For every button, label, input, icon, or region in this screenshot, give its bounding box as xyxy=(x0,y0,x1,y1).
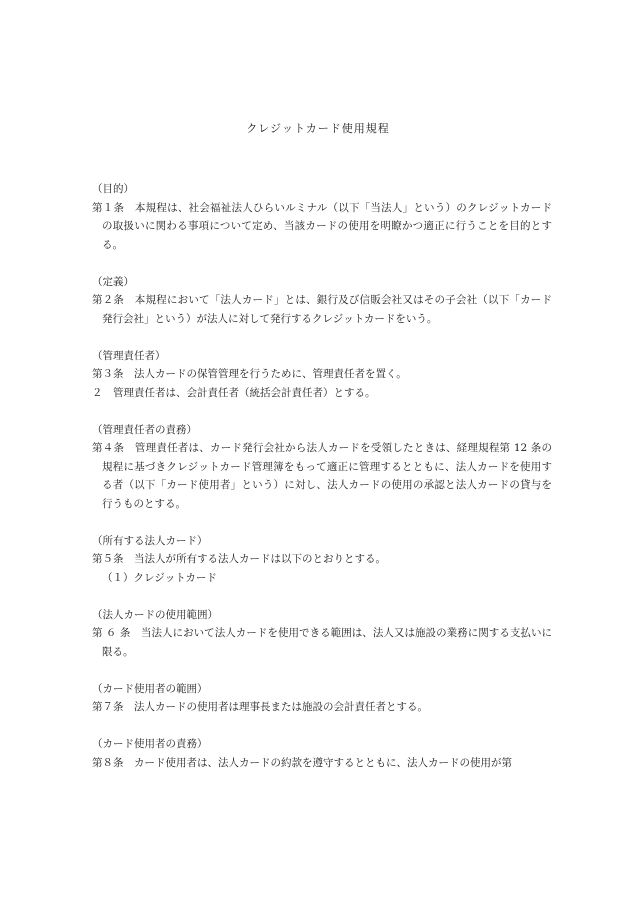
section-owned-cards xyxy=(92,532,552,588)
section-heading: （管理責任者） xyxy=(92,349,166,362)
article-5: 第５条 当法人が所有する法人カードは以下のとおりとする。 xyxy=(92,553,386,565)
section-heading: （カード使用者の範囲） xyxy=(92,682,208,695)
document-body xyxy=(92,180,552,791)
section-heading: （カード使用者の責務） xyxy=(92,738,208,750)
section-heading: （法人カードの使用範囲） xyxy=(92,608,218,621)
article-4: 第４条 管理責任者は、カード発行会社から法人カードを受領したときは、経理規程第 12 条の規程に基づきクレジットカード管理簿をもって適正に管理するとともに、法人カードを使用する者（以下「カード使用者」という）に対し、法人カードの使用の承認と法人カードの貸与を行うものとする。 xyxy=(92,442,552,510)
section-manager-duties xyxy=(92,421,552,514)
section-heading: （管理責任者の責務） xyxy=(92,423,197,436)
article-7: 第７条 法人カードの使用者は理事長または施設の会計責任者とする。 xyxy=(92,701,428,713)
article-1: 第１条 本規程は、社会福祉法人ひらいルミナル（以下「当法人」という）のクレジットカードの取扱いに関わる事項について定め、当該カードの使用を明瞭かつ適正に行うことを目的とする。 xyxy=(92,201,552,251)
section-usage-scope xyxy=(92,606,552,662)
section-manager xyxy=(92,347,552,403)
article-3: 第３条 法人カードの保管管理を行うために、管理責任者を置く。 xyxy=(92,368,407,380)
section-user-duties xyxy=(92,735,552,772)
section-heading: （所有する法人カード） xyxy=(92,534,208,547)
section-heading: （定義） xyxy=(92,275,134,288)
article-6: 第 ６ 条 当法人において法人カードを使用できる範囲は、法人又は施設の業務に関する支払いに限る。 xyxy=(92,627,552,658)
article-3-paragraph-2: ２ 管理責任者は、会計責任者（統括会計責任者）とする。 xyxy=(92,386,376,399)
section-definition xyxy=(92,273,552,329)
article-5-item-1: （１）クレジットカード xyxy=(102,571,217,584)
section-user-scope xyxy=(92,680,552,717)
document-title: クレジットカード使用規程 xyxy=(246,122,390,135)
article-2: 第２条 本規程において「法人カード」とは、銀行及び信販会社又はその子会社（以下「カード発行会社」という）が法人に対して発行するクレジットカードをいう。 xyxy=(92,294,552,325)
section-purpose xyxy=(92,180,552,254)
section-heading: （目的） xyxy=(92,183,134,195)
article-8: 第８条 カード使用者は、法人カードの約款を遵守するとともに、法人カードの使用が第 xyxy=(92,756,512,769)
